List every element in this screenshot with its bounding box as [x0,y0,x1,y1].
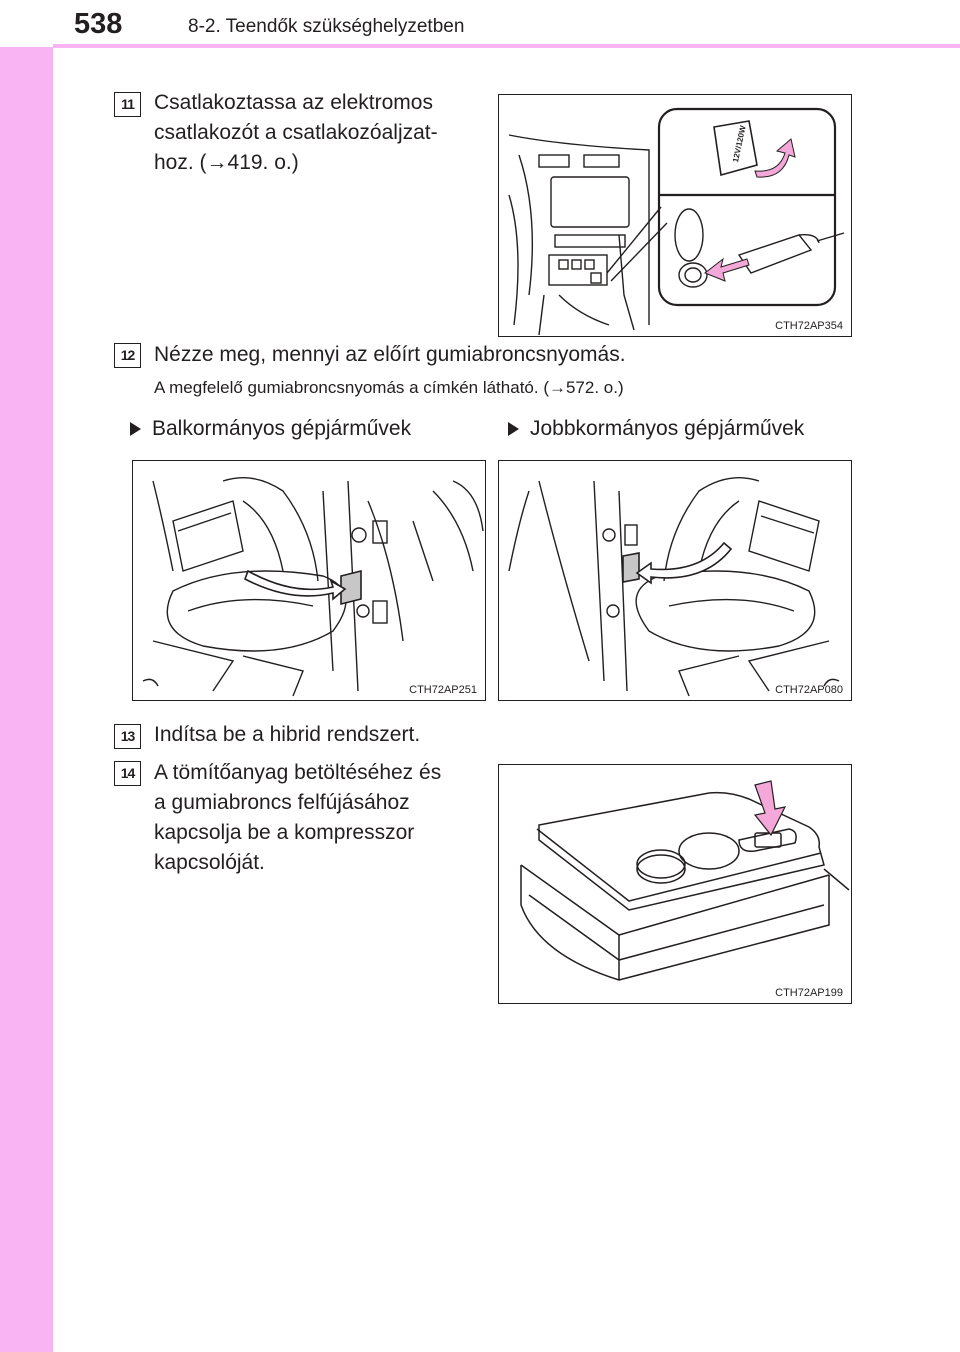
step-11-text [154,88,476,178]
figure-code-lhd: CTH72AP251 [409,684,477,696]
step-12-note: A megfelelő gumiabroncsnyomás a címkén látható. (→572. o.) [154,378,624,397]
variant-lhd-label: Balkormányos gépjárművek [152,417,412,440]
step-badge-13: 13 [114,724,141,749]
figure-lhd-seat [132,460,486,701]
figure-compressor [498,764,852,1004]
figure-power-socket [498,94,852,337]
step-badge-14: 14 [114,761,141,786]
lhd-seat-illustration [133,461,486,701]
variant-rhd [508,417,804,441]
step-13-text: Indítsa be a hibrid rendszert. [154,723,421,746]
page-header [0,0,960,47]
step-11-line-1: Csatlakoztassa az elektromos [154,91,433,114]
section-title: 8-2. Teendők szükséghelyzetben [188,16,465,37]
step-badge-11: 11 [114,92,141,117]
step-11-line-2: csatlakozót a csatlakozóaljzat- [154,121,438,144]
figure-code-compressor: CTH72AP199 [775,987,843,999]
bullet-triangle-icon [130,422,141,436]
figure-code-socket: CTH72AP354 [775,320,843,332]
figure-rhd-seat [498,460,852,701]
variant-rhd-label: Jobbkormányos gépjárművek [530,417,805,440]
step-14-line-2: a gumiabroncs felfújásához [154,791,410,814]
step-11-line-3: hoz. (→419. o.) [154,151,299,174]
variant-lhd [130,417,411,441]
bullet-triangle-icon [508,422,519,436]
step-12-text: Nézze meg, mennyi az előírt gumiabroncsnyomás. [154,343,626,366]
header-rule [53,44,960,48]
step-badge-12: 12 [114,343,141,368]
step-14-line-4: kapcsolóját. [154,851,265,874]
page-number: 538 [74,8,123,40]
compressor-illustration [499,765,852,1004]
chapter-side-band [0,0,53,1352]
step-14-line-3: kapcsolja be a kompresszor [154,821,415,844]
rhd-seat-illustration [499,461,852,701]
figure-code-rhd: CTH72AP080 [775,684,843,696]
step-14-text [154,758,476,878]
power-socket-illustration [499,95,852,337]
socket-rating-label: 12V/120W [731,124,748,164]
step-14-line-1: A tömítőanyag betöltéséhez és [154,761,442,784]
